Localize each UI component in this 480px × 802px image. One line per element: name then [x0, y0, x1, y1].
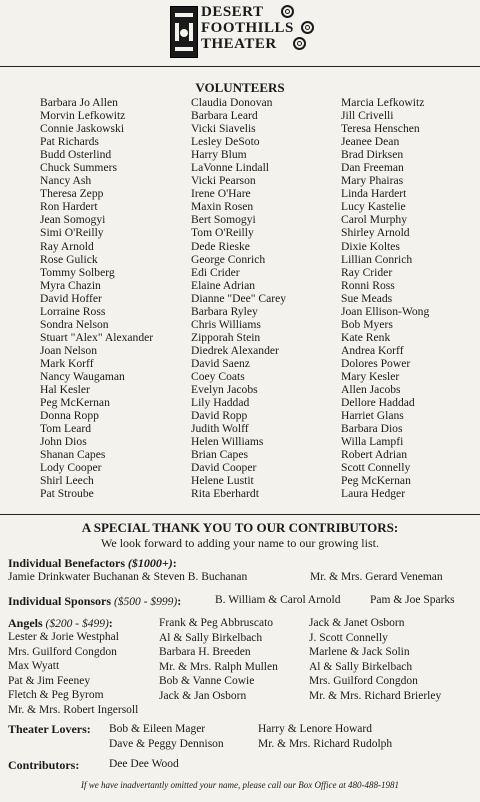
section-divider — [0, 514, 480, 515]
volunteer-name: Budd Osterlind — [40, 148, 112, 162]
volunteer-name: Morvin Lefkowitz — [40, 109, 126, 123]
volunteer-name: Coey Coats — [191, 369, 245, 383]
volunteer-name: Sue Meads — [341, 291, 393, 305]
logo-line-3: THEATER — [201, 36, 277, 52]
volunteer-name: Mark Korff — [40, 356, 94, 370]
volunteers-list — [0, 96, 480, 506]
angel-name: J. Scott Connelly — [309, 631, 388, 644]
volunteer-name: Tom O'Reilly — [191, 226, 254, 240]
sponsors-heading — [8, 594, 181, 609]
volunteer-name: Stuart "Alex" Alexander — [40, 330, 154, 344]
volunteer-name: Tom Leard — [40, 422, 92, 436]
angel-name: Al & Sally Birkelbach — [159, 631, 263, 644]
volunteer-name: Jill Crivelli — [341, 109, 394, 123]
volunteer-name: Hal Kesler — [40, 383, 90, 397]
volunteer-name: Scott Connelly — [341, 461, 411, 475]
volunteer-name: Marcia Lefkowitz — [341, 96, 425, 109]
angels-column-2 — [159, 616, 278, 703]
volunteer-name: Elaine Adrian — [191, 278, 256, 292]
benefactors-label: Individual Benefactors — [8, 556, 126, 570]
volunteer-name: Harriet Glans — [341, 409, 404, 423]
volunteer-name: Mary Phairas — [341, 174, 404, 188]
volunteer-name: Peg McKernan — [40, 396, 110, 410]
angel-name: Al & Sally Birkelbach — [309, 660, 413, 673]
volunteer-name: David Ropp — [191, 409, 248, 423]
contributors-label: Contributors: — [8, 758, 80, 772]
volunteer-name: Pat Stroube — [40, 487, 94, 501]
angel-name: Jack & Janet Osborn — [309, 617, 405, 629]
volunteer-name: John Dios — [40, 435, 87, 449]
sponsors-label: Individual Sponsors — [8, 594, 112, 608]
contributors-subtitle: We look forward to adding your name to our growing list. — [101, 536, 379, 550]
angel-name: Barbara H. Breeden — [159, 646, 251, 658]
volunteer-name: Zipporah Stein — [191, 330, 261, 344]
angels-range: ($200 - $499) — [45, 618, 109, 630]
spiral-ornament-icon — [293, 37, 306, 50]
lover-name: Bob & Eileen Mager — [109, 723, 206, 735]
volunteer-name: Pat Richards — [40, 135, 99, 149]
volunteer-name: Vicki Pearson — [191, 174, 256, 188]
volunteer-name: Shanan Capes — [40, 448, 106, 462]
volunteer-name: Edi Crider — [191, 265, 240, 279]
volunteer-name: Ray Crider — [341, 265, 393, 279]
volunteer-name: LaVonne Lindall — [191, 161, 270, 175]
benefactor-name: Mr. & Mrs. Gerard Veneman — [310, 571, 443, 583]
volunteers-column-3 — [341, 96, 429, 500]
volunteer-name: Willa Lampfi — [341, 435, 404, 449]
volunteer-name: Lucy Kastelie — [341, 200, 406, 214]
volunteer-name: Joan Ellison-Wong — [341, 304, 430, 318]
angel-name: Fletch & Peg Byrom — [8, 689, 104, 701]
volunteer-name: Theresa Zepp — [40, 187, 104, 201]
volunteer-name: Lorraine Ross — [40, 304, 106, 318]
volunteer-name: Ronni Ross — [341, 278, 395, 292]
volunteer-name: Teresa Henschen — [341, 122, 420, 136]
volunteer-name: Mary Kesler — [341, 369, 400, 383]
volunteer-name: Rita Eberhardt — [191, 487, 259, 501]
benefactor-name: Jamie Drinkwater Buchanan & Steven B. Buchanan — [8, 571, 248, 583]
logo-line-2: FOOTHILLS — [201, 20, 294, 36]
volunteer-name: Vicki Siavelis — [191, 122, 256, 136]
angel-name: Max Wyatt — [8, 660, 60, 672]
lover-name: Dave & Peggy Dennison — [109, 737, 224, 750]
volunteer-name: Evelyn Jacobs — [191, 383, 258, 397]
volunteer-name: Irene O'Hare — [191, 187, 251, 201]
volunteer-name: Barbara Ryley — [191, 304, 258, 318]
volunteer-name: Dede Rieske — [191, 239, 250, 253]
volunteer-name: David Hoffer — [40, 291, 102, 305]
volunteer-name: Kate Renk — [341, 330, 391, 344]
angels-column-3 — [309, 616, 441, 703]
volunteer-name: Rose Gulick — [40, 252, 98, 266]
volunteer-name: Linda Hardert — [341, 187, 407, 201]
volunteer-name: Judith Wolff — [191, 422, 249, 436]
angel-name: Mr. & Mrs. Richard Brierley — [309, 689, 442, 702]
volunteer-name: Lillian Conrich — [341, 252, 413, 266]
sponsor-name: B. William & Carol Arnold — [215, 594, 341, 606]
benefactors-range: ($1000+) — [127, 556, 173, 570]
volunteer-name: Jeanee Dean — [341, 135, 400, 149]
volunteer-name: Chris Williams — [191, 317, 261, 331]
benefactors-heading — [8, 556, 177, 571]
theater-logo-text — [201, 4, 294, 52]
volunteer-name: Lily Haddad — [191, 396, 250, 410]
volunteer-name: Lesley DeSoto — [191, 135, 260, 149]
sponsors-range: ($500 - $999) — [113, 596, 178, 608]
sponsor-name: Pam & Joe Sparks — [370, 594, 455, 606]
volunteer-name: Helen Williams — [191, 435, 264, 449]
volunteer-name: Bert Somogyi — [191, 213, 256, 227]
volunteer-name: Carol Murphy — [341, 213, 408, 227]
volunteer-name: Dan Freeman — [341, 161, 404, 175]
volunteer-name: Myra Chazin — [40, 278, 101, 292]
volunteer-name: Dianne "Dee" Carey — [191, 291, 287, 305]
volunteer-name: Shirley Arnold — [341, 226, 410, 240]
volunteer-name: Connie Jaskowski — [40, 122, 125, 136]
sponsors-colon: : — [177, 594, 182, 608]
volunteer-name: Tommy Solberg — [40, 265, 115, 279]
angels-label: Angels — [8, 616, 43, 630]
angels-colon: : — [108, 616, 113, 630]
volunteer-name: David Saenz — [191, 356, 250, 370]
volunteer-name: George Conrich — [191, 252, 266, 266]
angel-name: Mr. & Mrs. Ralph Mullen — [159, 660, 278, 673]
volunteer-name: Bob Myers — [341, 317, 393, 331]
lovers-column-1 — [109, 722, 224, 751]
volunteer-name: Nancy Ash — [40, 174, 92, 188]
volunteer-name: Barbara Leard — [191, 109, 258, 123]
volunteer-name: Harry Blum — [191, 148, 247, 162]
spiral-ornament-icon — [301, 21, 314, 34]
angels-heading — [8, 616, 113, 631]
lovers-column-2 — [258, 722, 392, 751]
angel-name: Marlene & Jack Solin — [309, 646, 410, 658]
volunteer-name: David Cooper — [191, 461, 257, 475]
lover-name: Harry & Lenore Howard — [258, 723, 372, 735]
volunteer-name: Dixie Koltes — [341, 239, 400, 253]
volunteer-name: Brad Dirksen — [341, 148, 404, 162]
volunteer-name: Maxin Rosen — [191, 200, 254, 214]
volunteer-name: Sondra Nelson — [40, 317, 109, 331]
angel-name: Pat & Jim Feeney — [8, 674, 91, 687]
volunteer-name: Diedrek Alexander — [191, 343, 279, 357]
volunteer-name: Joan Nelson — [40, 343, 97, 357]
contributors-title: A SPECIAL THANK YOU TO OUR CONTRIBUTORS: — [81, 520, 399, 535]
angels-column-1 — [8, 630, 138, 717]
volunteer-name: Allen Jacobs — [341, 383, 401, 397]
angel-name: Mrs. Guilford Congdon — [309, 675, 418, 687]
angel-name: Lester & Jorie Westphal — [8, 631, 119, 643]
angel-name: Frank & Peg Abbruscato — [159, 617, 274, 629]
footer-note: If we have inadvertantly omitted your name, please call our Box Office at 480-488-1981 — [81, 780, 399, 790]
angel-name: Mr. & Mrs. Robert Ingersoll — [8, 703, 139, 716]
volunteer-name: Peg McKernan — [341, 474, 411, 488]
volunteer-name: Shirl Leech — [40, 474, 94, 488]
volunteers-title: VOLUNTEERS — [195, 80, 285, 95]
volunteer-name: Claudia Donovan — [191, 96, 273, 109]
volunteer-name: Simi O'Reilly — [40, 226, 104, 240]
volunteer-name: Ron Hardert — [40, 200, 98, 214]
page-header — [0, 0, 480, 67]
volunteer-name: Andrea Korff — [341, 343, 404, 357]
benefactors-colon: : — [172, 556, 177, 570]
volunteer-name: Donna Ropp — [40, 409, 99, 423]
angel-name: Jack & Jan Osborn — [159, 689, 247, 702]
volunteer-name: Jean Somogyi — [40, 213, 106, 227]
volunteer-name: Barbara Dios — [341, 422, 403, 436]
volunteer-name: Laura Hedger — [341, 487, 406, 501]
lovers-label: Theater Lovers: — [8, 722, 91, 736]
volunteer-name: Lody Cooper — [40, 461, 102, 475]
angel-name: Bob & Vanne Cowie — [159, 675, 255, 687]
volunteer-name: Chuck Summers — [40, 161, 117, 175]
theater-logo-icon — [170, 6, 198, 58]
contributor-name: Dee Dee Wood — [109, 758, 179, 770]
volunteers-column-1 — [40, 96, 153, 500]
spiral-ornament-icon — [281, 5, 294, 18]
volunteer-name: Robert Adrian — [341, 448, 408, 462]
volunteer-name: Nancy Waugaman — [40, 369, 125, 383]
angel-name: Mrs. Guilford Congdon — [8, 645, 117, 658]
volunteers-column-2 — [191, 96, 286, 500]
volunteer-name: Dolores Power — [341, 356, 411, 370]
lover-name: Mr. & Mrs. Richard Rudolph — [258, 737, 393, 750]
volunteer-name: Helene Lustit — [191, 474, 254, 488]
volunteer-name: Barbara Jo Allen — [40, 96, 118, 109]
volunteer-name: Brian Capes — [191, 448, 248, 462]
volunteer-name: Dellore Haddad — [341, 396, 415, 410]
volunteer-name: Ray Arnold — [40, 239, 94, 253]
logo-line-1: DESERT — [201, 4, 264, 20]
